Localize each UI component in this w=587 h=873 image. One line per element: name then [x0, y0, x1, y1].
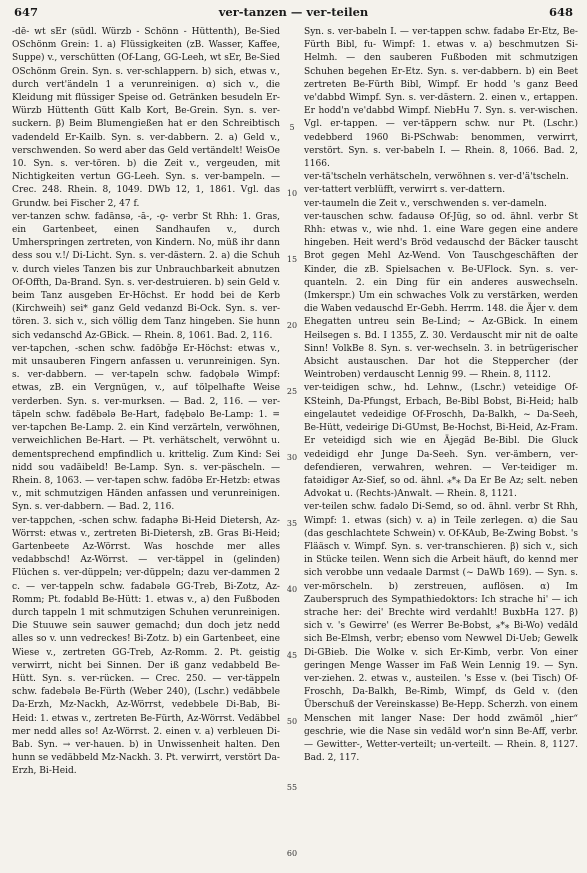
line-number: 5	[289, 123, 295, 132]
page-header	[14, 5, 573, 23]
entry-ver-tattert: ver-tattert verblüfft, verwirrt s. ver-dattern.	[304, 185, 506, 196]
line-number: 15	[286, 255, 298, 264]
entry-ver-taumeln: ver-taumeln die Zeit v., verschwenden s. ver-dameln.	[304, 198, 547, 209]
line-number: 30	[286, 453, 298, 462]
entry-ver-teilen: ver-teilen schw. fadəlo Di-Semd, so od. ähnl. verbr St Rhh, Wimpf: 1. etwas (sich) v. a) in Teile zerlegen. α) die Sau (das geschlachtete Schwein) v. Of-KAub, Be-Zwing Bobst. 's Flääsch v. Wimpf. Syn. s. ver-transchieren. β) sich v., sich in Stücke teilen. Wenn sich die Arbeit häuft, do kennd mer sich verobbe unn vedaale Darmst (~ DaWb 169). — Syn. s. ver-mörscheln. b) zerstreuen, auflösen. α) Im Zauberspruch des Sympathiedoktors: Ich strache hi' — ich strache her: dei' Brechte wird verdahlt! BuxbHa 127. β) sich v. 's Gewirre' (es Werrer Be-Bobst, ⁎*⁎ Bi-Wo) vedāld sich Be-Elmsh, verbr; ebenso vom Newwel Di-Ueb; Gewelk Di-GBieb. Die Wolke v. sich Er-Kimb, verbr. Von einer geringen Menge Wasser im Faß Wein Lennig 19. — Syn. ver-ziehen. 2. etwas v., austeilen. 's Esse v. (bei Tisch) Of-Froschh, Da-Balkh, Be-Rimb, Wimpf, ds Geld v. (den Überschuß der Vereinskasse) Be-Hepp. Scherzh. von einem Menschen mit langer Nase: Der hodd zwämöl „hier“ geschrie, wie die Nase sin vedāld wor'n sinn Be-Aff, verbr. — Gewitter-, Wetter-verteilt; un-verteilt. — Rhein. 8, 1127. Bad. 2, 117.	[304, 502, 578, 764]
entry-ver-tapchen: ver-tapchen, -schen schw. fadōbǧə Er-Höchst: etwas v., mit unsauberen Fingern anfassen u. verunreinigen. Syn. s. ver-dabbern. — ver-tapeln schw. fadǫbələ Wimpf: etwas, zB. ein Vergnügen, v., auf tölpelhafte Weise verderben. Syn. s. ver-murksen. — Bad. 2, 116. — ver-täpeln schw. fadēbələ Be-Hart, fadębəlo Be-Lamp: 1. = ver-tapchen Be-Lamp. 2. ein Kind verzärteln, verwöhnen, verweichlichen Be-Hart. — Pt. verhätschelt, verwöhnt u. dementsprechend empfindlich u. krittelig. Zum Kind: Sei nidd sou vadäibeld! Be-Lamp. Syn. s. ver-päscheln. — Rhein. 8, 1063. — ver-tapen schw. fadōbə Er-Hetzb: etwas v., mit schmutzigen Händen anfassen und verunreinigen. Syn. s. ver-dabbern. — Bad. 2, 116.	[12, 343, 280, 513]
line-number: 20	[286, 321, 298, 330]
entry-ver-tappen: Syn. s. ver-babeln I. — ver-tappen schw. fadabə Er-Etz, Be-Fürth Bibl, fu- Wimpf: 1. etwas v. a) beschmutzen Si-Helmh. — den sauberen Fußboden mit schmutzigen Schuhen begehen Er-Etz. Syn. s. ver-dabbern. b) ein Beet zertreten Be-Fürth Bibl, Wimpf. Er hodd 's ganz Beed ve'dabbd Wimpf. Syn. s. ver-dästern. 2. einen v., ertappen. Er hodd'n ve'dabbd Wimpf. NiebHu 7. Syn. s. ver-wischen. Vgl. er-tappen. — ver-täppern schw. nur Pt. (Lschr.) vedebberd 1960 Bi-PSchwab: benommen, verwirrt, verstört. Syn. s. ver-babeln I. — Rhein. 8, 1066. Bad. 2, 1166.	[304, 27, 578, 170]
line-number: 40	[286, 585, 298, 594]
entry-ver-tatscheln: ver-tä'tscheln verhätscheln, verwöhnen s. ver-d'ä'tscheln.	[304, 172, 569, 183]
line-number: 10	[286, 189, 298, 198]
line-number: 55	[286, 783, 298, 792]
line-number: 60	[286, 849, 298, 858]
page-number-left: 647	[14, 5, 39, 19]
line-number: 35	[286, 519, 298, 528]
line-number: 45	[286, 651, 298, 660]
entry-ver-teidigen: ver-teidigen schw., hd. Lehnw., (Lschr.) veteidige Of-KSteinh, Da-Pfungst, Erbach, Be-Bibl Bobst, Bi-Heid; halb eingelautet vedeidige Of-Froschh, Da-Balkh, ~ Da-Seeh, Be-Hütt, vedeirige Di-GUmst, Be-Hochst, Bi-Heid, Az-Fram. Er veteidigd sich wie en Äjegäd Be-Bibl. Die Gluck vedeidigd ehr Junge Da-Seeh. Syn. ver-ämbern, ver-defendieren, verwahren, wehren. — Ver-teidiger m. fatəidigər Az-Sief, so od. ähnl. ⁎*⁎ Da Er Be Az; selt. neben Advokat u. (Rechts-)Anwalt. — Rhein. 8, 1121.	[304, 383, 578, 500]
line-number: 25	[286, 387, 298, 396]
entry-ver-tanzen: ver-tanzen schw. fadānsə, -ā-, -ǫ- verbr St Rhh: 1. Gras, ein Gartenbeet, einen Sandhaufen v., durch Umherspringen zertreten, von Kindern. No, müß ihr dann dess sou v.!/ Di-Licht. Syn. s. ver-dästern. 2. a) die Schuh v. durch vieles Tanzen bis zur Unbrauchbarkeit abnutzen Of-Offth, Da-Brand. Syn. s. ver-destruieren. b) sein Geld v. beim Tanz ausgeben Er-Höchst. Er hodd bei de Kerb (Kirchweih) sei* ganz Geld vedanzd Bi-Ock. Syn. s. ver-tören. 3. sich v., sich völlig dem Tanz hingeben. Sie hunn sich vedanschd Az-GBick. — Rhein. 8, 1061. Bad. 2, 116.	[12, 211, 280, 341]
left-column	[12, 26, 280, 871]
line-number: 50	[286, 717, 298, 726]
right-column	[304, 26, 578, 871]
page-number-right: 648	[548, 5, 573, 19]
entry-ver-tauschen: ver-tauschen schw. fadausə Of-Jüg, so od. ähnl. verbr St Rhh: etwas v., wie nhd. 1. eine Ware gegen eine andere hingeben. Heit werd's Bröd vedauschd der Bäcker tauscht Brot gegen Mehl Az-Wend. Von Tauschgeschäften der Kinder, die zB. Spielsachen v. Be-UFlock. Syn. s. ver-quanteln. 2. ein Ding für ein anderes auswechseln. (Imkerspr.) Um ein schwaches Volk zu verstärken, werden die Waben vedauschd Er-Gebh. Herrm. 148. die Äjer v. dem Ehegatten untreu sein Be-Lind; ~ Az-GBick. In einem Heilsegen s. Bd. I 1355, Z. 30. Verdauscht mir nit de oalte Sinn! VolkBe 8. Syn. s. ver-wechseln. 3. in betrügerischer Absicht austauschen. Dar hot die Steppercher (der Weintroben) verdauscht Lennig 99. — Rhein. 8, 1112.	[304, 211, 578, 381]
entry-paragraph: -dē- wt sEr (südl. Würzb - Schönn - Hüttenth), Be-Sied OSchönm Grein: 1. a) Flüssigkeiten (zB. Wasser, Kaffee, Suppe) v., verschütten (Of-Lang, GG-Leeh, wt sEr, Be-Sied OSchönm Grein. Syn. s. ver-schlappern. b) sich, etwas v., durch vert'ändeln 1 a verunreinigen. α) sich v., die Kleidung mit flüssiger Speise od. Getränken besudeln Er-Würzb Hüttenth Gütt Kalb Kort, Be-Grein. Syn. s. ver-suckern. β) Beim Blumengießen hat er den Schreibtisch vadendeld Er-Kailb. Syn. s. ver-dabbern. 2. a) Geld v., verschwenden. So werd aber das Geld vertändelt! WeisOe 10. Syn. s. ver-tören. b) die Zeit v., vergeuden, mit Nichtigkeiten vertun GG-Leeh. Syn. s. ver-bampeln. — Crec. 248. Rhein. 8, 1049. DWb 12, 1, 1861. Vgl. das Grundw. bei Fischer 2, 47 f.	[12, 27, 280, 209]
line-number-gutter	[284, 26, 300, 871]
entry-ver-tappchen: ver-tappchen, -schen schw. fadaphə Bi-Heid Dietersh, Az-Wörrst: etwas v., zertreten Bi-Dietersh, zB. Gras Bi-Heid; Gartenbeete Az-Wörrst. Was hoschde mer alles vedabbschd! Az-Wörrst. — ver-täppel in (gelinden) Flüchen s. ver-düppeln; ver-düppeln; dazu ver-dammen 2 c. — ver-tappeln schw. fadabələ GG-Treb, Bi-Zotz, Az-Romm; Pt. fodabld Be-Hütt: 1. etwas v., a) den Fußboden durch tappeln 1 mit schmutzigen Schuhen verunreinigen. Die Stuuwe sein sauwer gemachd; dun doch jetz nedd alles so v. unn vedreckes! Bi-Zotz. b) ein Gartenbeet, eine Wiese v., zertreten GG-Treb, Az-Romm. 2. Pt. geistig verwirrt, nicht bei Sinnen. Der iß ganz vedabbeld Be-Hütt. Syn. s. ver-rücken. — Crec. 250. — ver-täppeln schw. fadebələ Be-Fürth (Weber 240), (Lschr.) vedäbbele Da-Erzh, Mz-Nackh, Az-Wörrst, vedebbele Di-Bab, Bi-Heid: 1. etwas v., zertreten Be-Fürth, Az-Wörrst. Vedäbbel mer nedd alles so! Az-Wörrst. 2. einen v. a) verbleuen Di-Bab. Syn. → ver-hauen. b) in Unwissenheit halten. Den hunn se vedäbbeld Mz-Nackh. 3. Pt. verwirrt, verstört Da-Erzh, Bi-Heid.	[12, 515, 280, 777]
running-title: ver-tanzen — ver-teilen	[218, 5, 369, 19]
